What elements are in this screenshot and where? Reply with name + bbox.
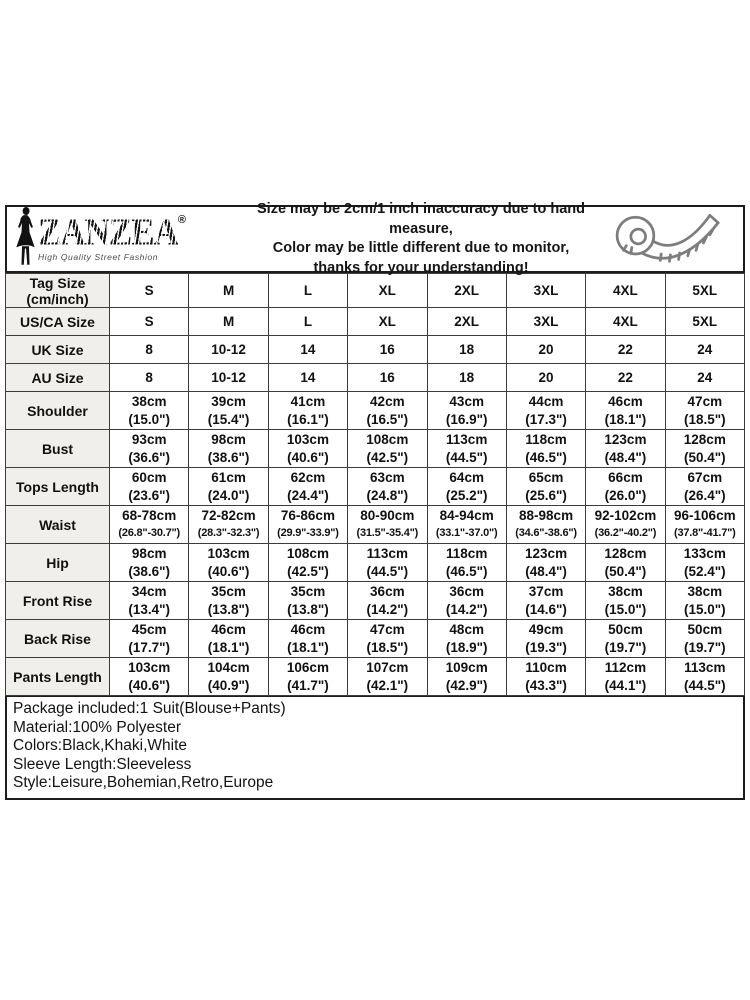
measurement-cell: 60cm (23.6") (110, 468, 189, 506)
measurement-cell: 128cm (50.4") (586, 544, 665, 582)
measurement-cell: 80-90cm (31.5"-35.4") (348, 506, 427, 544)
measurement-cell: 67cm (26.4") (665, 468, 744, 506)
measurement-cell: 64cm (25.2") (427, 468, 506, 506)
size-value-cell: 4XL (586, 308, 665, 336)
measurement-cell: 37cm (14.6") (506, 582, 585, 620)
measurement-cell: 128cm (50.4") (665, 430, 744, 468)
row-label: UK Size (6, 336, 110, 364)
measurement-cell: 34cm (13.4") (110, 582, 189, 620)
size-value-cell: 3XL (506, 274, 585, 308)
measurement-cell: 108cm (42.5") (268, 544, 347, 582)
size-value-cell: 16 (348, 364, 427, 392)
measurement-row (6, 658, 745, 696)
measurement-cell: 107cm (42.1") (348, 658, 427, 696)
measurement-cell: 106cm (41.7") (268, 658, 347, 696)
measurement-row (6, 582, 745, 620)
size-chart-content (5, 201, 745, 800)
measurement-cell: 113cm (44.5") (427, 430, 506, 468)
measurement-cell: 76-86cm (29.9"-33.9") (268, 506, 347, 544)
measurement-cell: 84-94cm (33.1"-37.0") (427, 506, 506, 544)
size-value-cell: S (110, 274, 189, 308)
row-label: Pants Length (6, 658, 110, 696)
header (5, 201, 745, 276)
row-label: US/CA Size (6, 308, 110, 336)
measurement-cell: 96-106cm (37.8"-41.7") (665, 506, 744, 544)
measurement-cell: 113cm (44.5") (348, 544, 427, 582)
size-value-cell: 2XL (427, 274, 506, 308)
size-value-cell: 24 (665, 364, 744, 392)
product-info-line: Colors:Black,Khaki,White (13, 737, 188, 755)
size-system-row (6, 308, 745, 336)
measurement-cell: 42cm (16.5") (348, 392, 427, 430)
size-value-cell: 22 (586, 336, 665, 364)
size-value-cell: M (189, 274, 268, 308)
size-value-cell: 20 (506, 364, 585, 392)
measuring-tape-icon (607, 208, 731, 270)
measurement-cell: 104cm (40.9") (189, 658, 268, 696)
size-value-cell: 18 (427, 336, 506, 364)
size-value-cell: 5XL (665, 274, 744, 308)
size-value-cell: S (110, 308, 189, 336)
size-value-cell: 8 (110, 336, 189, 364)
size-value-cell: 24 (665, 336, 744, 364)
measurement-row (6, 468, 745, 506)
measurement-cell: 38cm (15.0") (586, 582, 665, 620)
registered-mark: ® (177, 213, 186, 226)
product-info-line: Material:100% Polyester (13, 718, 181, 736)
size-system-row (6, 364, 745, 392)
measurement-cell: 65cm (25.6") (506, 468, 585, 506)
measurement-cell: 110cm (43.3") (506, 658, 585, 696)
measurement-cell: 98cm (38.6") (189, 430, 268, 468)
size-value-cell: L (268, 274, 347, 308)
measurement-cell: 72-82cm (28.3"-32.3") (189, 506, 268, 544)
brand-name: ZANZEA (38, 210, 178, 253)
measurement-cell: 68-78cm (26.8"-30.7") (110, 506, 189, 544)
size-value-cell: 22 (586, 364, 665, 392)
measurement-cell: 103cm (40.6") (268, 430, 347, 468)
product-info-line: Style:Leisure,Bohemian,Retro,Europe (13, 774, 274, 792)
measurement-cell: 103cm (40.6") (189, 544, 268, 582)
size-value-cell: 10-12 (189, 364, 268, 392)
measurement-cell: 63cm (24.8") (348, 468, 427, 506)
measurement-cell: 47cm (18.5") (665, 392, 744, 430)
measurement-cell: 35cm (13.8") (189, 582, 268, 620)
measurement-row (6, 506, 745, 544)
measurement-cell: 39cm (15.4") (189, 392, 268, 430)
row-label: Back Rise (6, 620, 110, 658)
measurement-cell: 38cm (15.0") (110, 392, 189, 430)
brand-logo (7, 207, 239, 272)
measurement-cell: 46cm (18.1") (586, 392, 665, 430)
measurement-cell: 133cm (52.4") (665, 544, 744, 582)
size-value-cell: M (189, 308, 268, 336)
measurement-cell: 49cm (19.3") (506, 620, 585, 658)
size-value-cell: 18 (427, 364, 506, 392)
row-label: Front Rise (6, 582, 110, 620)
row-label: Tops Length (6, 468, 110, 506)
measurement-cell: 50cm (19.7") (665, 620, 744, 658)
size-value-cell: 14 (268, 336, 347, 364)
measurement-cell: 88-98cm (34.6"-38.6") (506, 506, 585, 544)
measurement-cell: 43cm (16.9") (427, 392, 506, 430)
measurement-cell: 109cm (42.9") (427, 658, 506, 696)
size-value-cell: XL (348, 274, 427, 308)
size-value-cell: 16 (348, 336, 427, 364)
measurement-cell: 66cm (26.0") (586, 468, 665, 506)
measurement-cell: 123cm (48.4") (506, 544, 585, 582)
measurement-cell: 36cm (14.2") (348, 582, 427, 620)
size-value-cell: 4XL (586, 274, 665, 308)
size-value-cell: 14 (268, 364, 347, 392)
brand-logo-text (38, 210, 186, 262)
measurement-cell: 118cm (46.5") (506, 430, 585, 468)
size-value-cell: 2XL (427, 308, 506, 336)
product-info (5, 696, 745, 800)
disclaimer-line: Color may be little different due to monitor, (272, 240, 570, 256)
product-info-line: Package included:1 Suit(Blouse+Pants) (13, 700, 286, 717)
brand-tagline: High Quality Street Fashion (38, 251, 159, 262)
measurement-cell: 113cm (44.5") (665, 658, 744, 696)
disclaimer-line: thanks for your understanding! (313, 259, 529, 276)
woman-silhouette-icon (15, 207, 36, 272)
row-label: Hip (6, 544, 110, 582)
measurement-cell: 48cm (18.9") (427, 620, 506, 658)
measurement-cell: 41cm (16.1") (268, 392, 347, 430)
size-value-cell: 10-12 (189, 336, 268, 364)
row-label: Waist (6, 506, 110, 544)
measurement-cell: 123cm (48.4") (586, 430, 665, 468)
size-value-cell: 3XL (506, 308, 585, 336)
disclaimer-line: Size may be 2cm/1 inch inaccuracy due to hand measure, (257, 201, 585, 237)
measurement-cell: 36cm (14.2") (427, 582, 506, 620)
measurement-row (6, 620, 745, 658)
measurement-cell: 112cm (44.1") (586, 658, 665, 696)
size-value-cell: 20 (506, 336, 585, 364)
measurement-cell: 108cm (42.5") (348, 430, 427, 468)
measurement-cell: 61cm (24.0") (189, 468, 268, 506)
size-value-cell: L (268, 308, 347, 336)
measurement-cell: 98cm (38.6") (110, 544, 189, 582)
size-value-cell: 5XL (665, 308, 744, 336)
measurement-cell: 35cm (13.8") (268, 582, 347, 620)
size-table (5, 273, 745, 696)
row-label: Tag Size (cm/inch) (6, 274, 110, 308)
product-info-line: Sleeve Length:Sleeveless (13, 755, 192, 773)
measurement-cell: 45cm (17.7") (110, 620, 189, 658)
measurement-row (6, 544, 745, 582)
measurement-cell: 92-102cm (36.2"-40.2") (586, 506, 665, 544)
measurement-cell: 50cm (19.7") (586, 620, 665, 658)
size-system-row (6, 274, 745, 308)
size-system-row (6, 336, 745, 364)
row-label: AU Size (6, 364, 110, 392)
measurement-row (6, 392, 745, 430)
row-label: Bust (6, 430, 110, 468)
measurement-cell: 93cm (36.6") (110, 430, 189, 468)
measurement-cell: 103cm (40.6") (110, 658, 189, 696)
measurement-row (6, 430, 745, 468)
measurement-cell: 46cm (18.1") (189, 620, 268, 658)
measurement-cell: 44cm (17.3") (506, 392, 585, 430)
row-label: Shoulder (6, 392, 110, 430)
measurement-cell: 47cm (18.5") (348, 620, 427, 658)
size-value-cell: 8 (110, 364, 189, 392)
measurement-cell: 118cm (46.5") (427, 544, 506, 582)
disclaimer-text (239, 200, 603, 278)
measurement-cell: 38cm (15.0") (665, 582, 744, 620)
measurement-cell: 46cm (18.1") (268, 620, 347, 658)
size-value-cell: XL (348, 308, 427, 336)
measurement-cell: 62cm (24.4") (268, 468, 347, 506)
